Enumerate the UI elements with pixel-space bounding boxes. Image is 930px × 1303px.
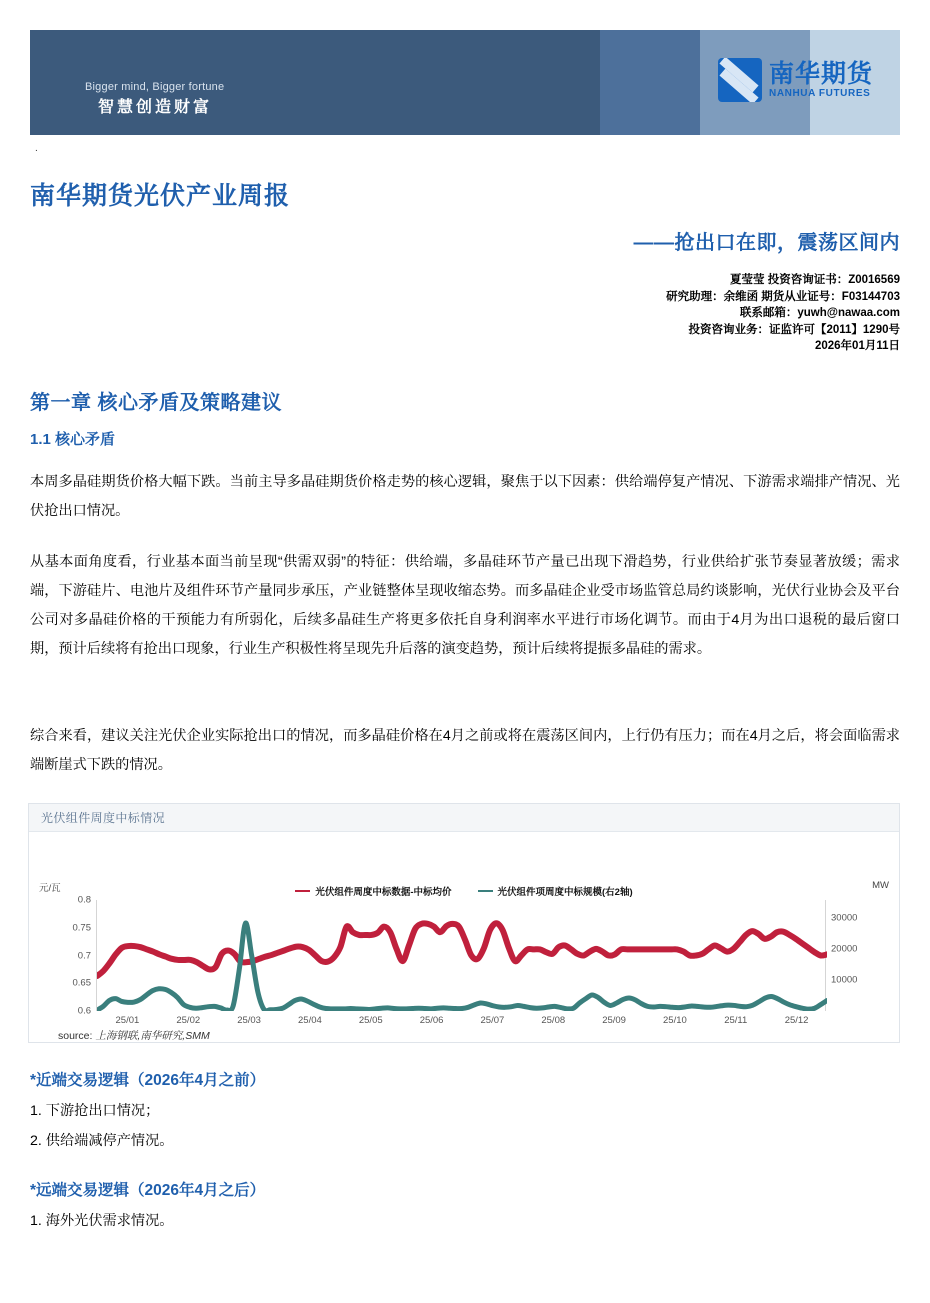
chart-source-note (58, 1028, 210, 1043)
x-tick: 25/10 (663, 1015, 687, 1026)
near-term-logic-item-1: 1. 下游抢出口情况； (30, 1103, 160, 1119)
banner-band-primary (30, 30, 600, 135)
chart-lines-container (97, 900, 827, 1011)
author-info-block (666, 272, 900, 355)
author-line-date: 2026年01月11日 (814, 340, 900, 352)
right-y-tick: 20000 (831, 943, 858, 955)
x-tick: 25/06 (419, 1015, 444, 1026)
logo-name-chinese: 南华期货 (769, 59, 874, 88)
stray-dot-mark: . (35, 143, 38, 154)
far-term-logic-heading: *远端交易逻辑（2026年4月之后） (30, 1182, 266, 1199)
legend-label: 光伏组件项周度中标规模(右2轴) (497, 887, 633, 898)
legend-item-0 (295, 884, 451, 898)
right-y-axis (831, 900, 889, 1011)
body-paragraph-3-wrap (30, 722, 900, 780)
x-tick: 25/04 (298, 1015, 322, 1026)
section-heading-1-1: 1.1 核心矛盾 (30, 431, 116, 448)
body-paragraph-1-wrap (30, 468, 900, 526)
legend-swatch-icon (295, 890, 310, 893)
chapter-heading: 第一章 核心矛盾及策略建议 (30, 392, 283, 414)
slogan-english: Bigger mind, Bigger fortune (85, 81, 225, 93)
x-tick: 25/12 (784, 1015, 809, 1026)
far-term-logic-item-1: 1. 海外光伏需求情况。 (30, 1213, 174, 1229)
legend-label: 光伏组件周度中标数据-中标均价 (315, 887, 452, 898)
chart-card (28, 803, 900, 1043)
x-tick: 25/05 (358, 1015, 383, 1026)
left-y-axis (43, 894, 91, 1017)
logo-text (769, 59, 874, 99)
page-subtitle: ——抢出口在即，震荡区间内 (633, 232, 900, 254)
body-paragraph-3: 综合来看，建议关注光伏企业实际抢出口的情况，而多晶硅价格在4月之前或将在震荡区间内，上行仍有压力；而在4月之后，将会面临需求端断崖式下跌的情况。 (30, 728, 900, 773)
x-tick: 25/08 (541, 1015, 566, 1026)
right-y-tick: 10000 (831, 974, 858, 986)
near-term-logic-item-2: 2. 供给端减停产情况。 (30, 1133, 174, 1149)
body-paragraph-2-wrap (30, 548, 900, 664)
right-axis-unit-label: MW (872, 880, 889, 891)
slogan-chinese: 智慧创造财富 (98, 99, 213, 116)
chart-legend (29, 884, 899, 898)
source-label: source: (58, 1030, 93, 1042)
source-value: 上海钢联,南华研究,SMM (95, 1030, 210, 1042)
x-tick: 25/09 (602, 1015, 626, 1026)
x-tick: 25/03 (237, 1015, 261, 1026)
chart-plot-area (29, 832, 899, 1043)
body-paragraph-2: 从基本面角度看，行业基本面当前呈现“供需双弱”的特征：供给端，多晶硅环节产量已出现下滑趋势，行业供给扩张节奏显著放缓；需求端，下游硅片、电池片及组件环节产量同步承压，产业链整体呈现收缩态势。而多晶硅企业受市场监管总局约谈影响，光伏行业协会及平台公司对多晶硅价格的干预能力有所弱化，后续多晶硅生产将更多依托自身利润率水平进行市场化调节。而由于4月为出口退税的最后窗口期，预计后续将有抢出口现象，行业生产积极性将呈现先升后落的演变趋势，预计后续将提振多晶硅的需求。 (30, 554, 900, 657)
left-y-tick: 0.6 (77, 1005, 91, 1017)
chart-title: 光伏组件周度中标情况 (41, 811, 166, 825)
chart-svg (97, 900, 827, 1011)
x-tick: 25/07 (480, 1015, 505, 1026)
left-y-tick: 0.8 (77, 894, 91, 906)
author-line-email: 联系邮箱：yuwh@nawaa.com (739, 307, 900, 319)
nanhua-futures-logo (718, 58, 873, 102)
body-paragraph-1: 本周多晶硅期货价格大幅下跌。当前主导多晶硅期货价格走势的核心逻辑，聚焦于以下因素：供给端停复产情况、下游需求端排产情况、光伏抢出口情况。 (30, 474, 900, 519)
author-line-assistant: 研究助理：余维函 期货从业证号：F03144703 (666, 290, 900, 303)
author-line-analyst: 夏莹莹 投资咨询证书：Z0016569 (730, 274, 900, 286)
logo-mark-icon (718, 58, 762, 102)
page-title: 南华期货光伏产业周报 (30, 182, 291, 210)
left-y-tick: 0.75 (72, 922, 91, 934)
legend-item-1 (478, 884, 633, 898)
x-tick: 25/01 (115, 1015, 140, 1026)
left-y-tick: 0.65 (72, 977, 91, 989)
x-tick: 25/11 (724, 1015, 748, 1026)
left-y-tick: 0.7 (77, 950, 91, 961)
x-tick: 25/02 (176, 1015, 201, 1026)
chart-card-header (29, 804, 899, 832)
author-line-license: 投资咨询业务：证监许可【2011】1290号 (688, 323, 900, 336)
left-axis-unit-label: 元/瓦 (39, 883, 61, 894)
logo-name-english: NANHUA FUTURES (769, 87, 871, 99)
right-y-tick: 30000 (831, 912, 858, 924)
legend-swatch-icon (478, 890, 493, 893)
banner-band-2 (600, 30, 700, 135)
near-term-logic-heading: *近端交易逻辑（2026年4月之前） (30, 1072, 266, 1089)
chart-line-series-0 (97, 923, 827, 976)
